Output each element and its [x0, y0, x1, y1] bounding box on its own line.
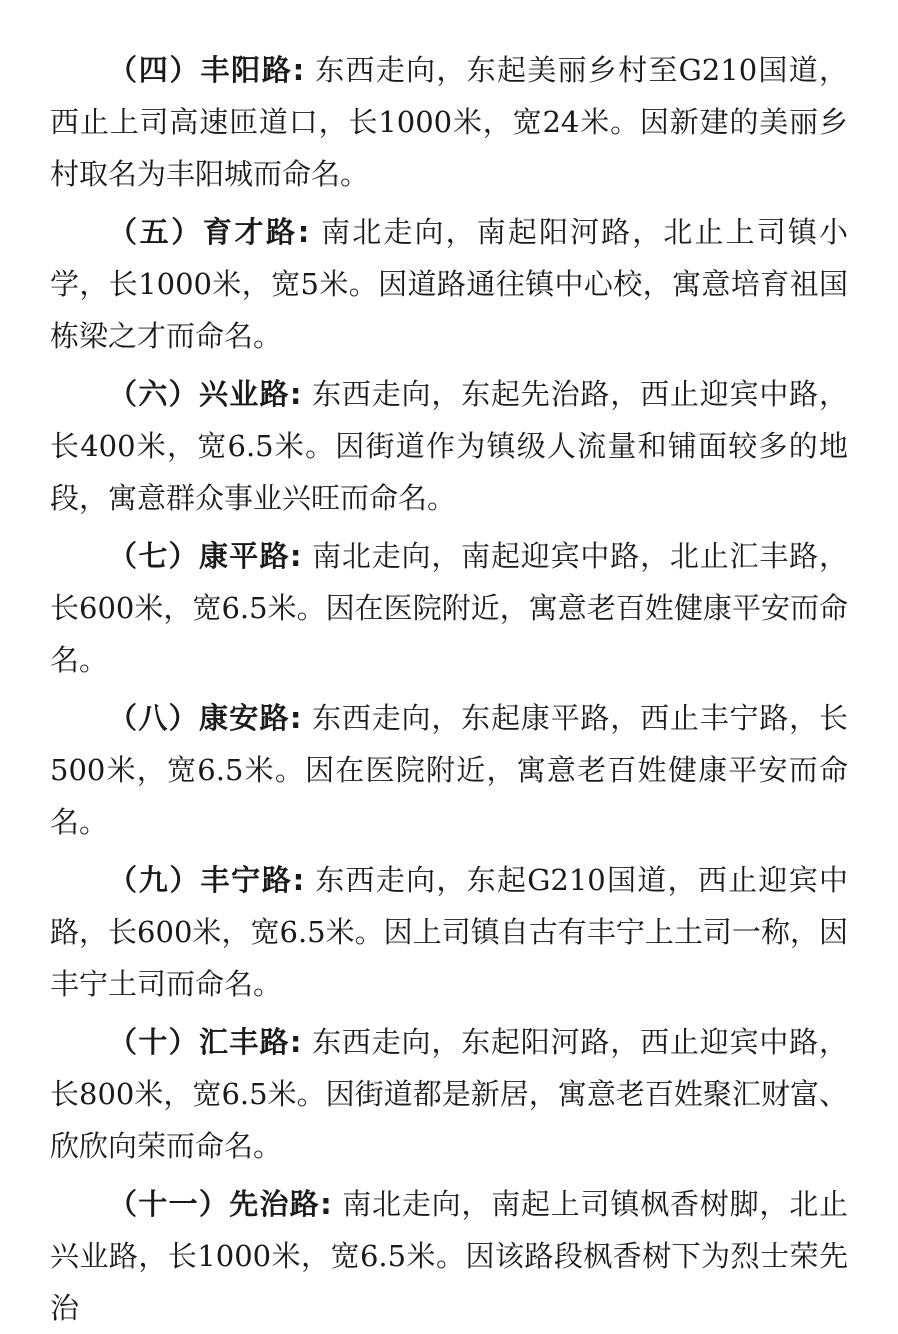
paragraph-body: 南北走向，南起上司镇枫香树脚，北止兴业路，长1000米，宽6.5米。因该路段枫香树下为烈士荣先治: [50, 1187, 848, 1325]
paragraph-kangping-road: [50, 530, 848, 686]
paragraph-heading: （七）康平路:: [108, 539, 303, 573]
paragraph-xingye-road: [50, 368, 848, 524]
paragraph-body: 南北走向，南起阳河路，北止上司镇小学，长1000米，宽5米。因道路通往镇中心校，寓意培育祖国栋梁之才而命名。: [50, 215, 848, 353]
paragraph-xianzhi-road: [50, 1178, 848, 1334]
paragraph-body: 东西走向，东起康平路，西止丰宁路，长500米，宽6.5米。因在医院附近，寓意老百姓健康平安而命名。: [50, 701, 848, 839]
paragraph-body: 东西走向，东起G210国道，西止迎宾中路，长600米，宽6.5米。因上司镇自古有丰宁上土司一称，因丰宁土司而命名。: [50, 863, 848, 1001]
paragraph-body: 南北走向，南起迎宾中路，北止汇丰路，长600米，宽6.5米。因在医院附近，寓意老百姓健康平安而命名。: [50, 539, 848, 677]
paragraph-heading: （八）康安路:: [108, 701, 303, 735]
paragraph-huifeng-road: [50, 1016, 848, 1172]
paragraph-body: 东西走向，东起先治路，西止迎宾中路，长400米，宽6.5米。因街道作为镇级人流量和铺面较多的地段，寓意群众事业兴旺而命名。: [50, 377, 848, 515]
paragraph-heading: （十一）先治路:: [108, 1187, 333, 1221]
paragraph-heading: （九）丰宁路:: [108, 863, 305, 897]
paragraph-kangan-road: [50, 692, 848, 848]
paragraph-heading: （十）汇丰路:: [108, 1025, 303, 1059]
paragraph-yucai-road: [50, 206, 848, 362]
paragraph-fengning-road: [50, 854, 848, 1010]
paragraph-body: 东西走向，东起阳河路，西止迎宾中路，长800米，宽6.5米。因街道都是新居，寓意老百姓聚汇财富、欣欣向荣而命名。: [50, 1025, 848, 1163]
paragraph-fengyang-road: [50, 44, 848, 200]
paragraph-heading: （五）育才路:: [108, 215, 310, 249]
paragraph-body: 东西走向，东起美丽乡村至G210国道，西止上司高速匝道口，长1000米，宽24米。因新建的美丽乡村取名为丰阳城而命名。: [50, 53, 848, 191]
paragraph-heading: （四）丰阳路:: [108, 53, 305, 87]
paragraph-heading: （六）兴业路:: [108, 377, 303, 411]
